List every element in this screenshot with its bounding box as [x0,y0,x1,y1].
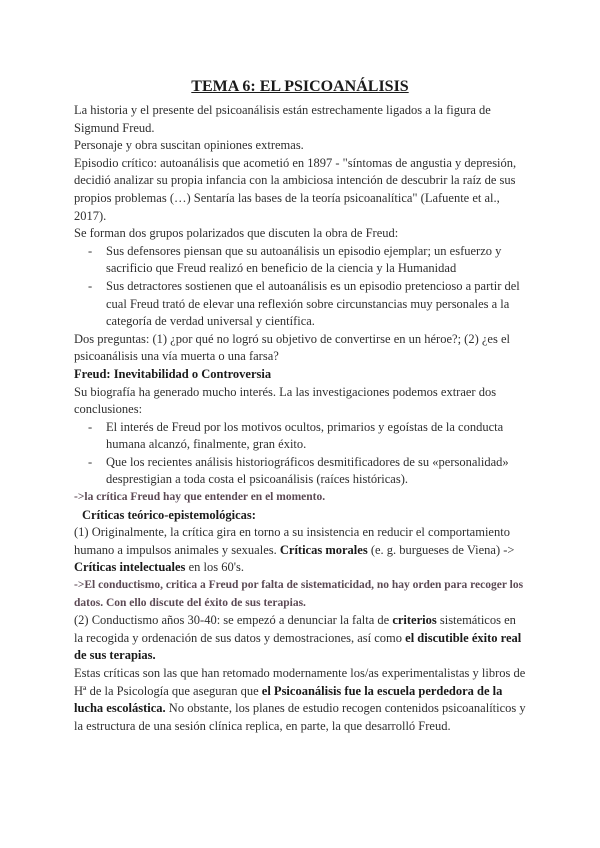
section-heading-freud: Freud: Inevitabilidad o Controversia [74,366,272,381]
list-item: - Que los recientes análisis historiográficos desmitificadores de su «personalidad» desprestigian a toda costa el psicoanálisis (raíces históricas). [74,454,526,489]
text-span: sistemáticos en la recogida y ordenación de sus datos y demostraciones, así como [74,613,516,645]
section1-paragraph: Su biografía ha generado mucho interés. La las investigaciones podemos extraer dos conclusiones: [74,384,497,417]
page-title: TEMA 6: EL PSICOANÁLISIS [191,78,409,95]
section2-paragraph-1 [74,524,526,577]
text-span: (1) Originalmente, la crítica gira en torno a su insistencia en reducir el comportamiento humano a impulsos animales y sexuales. [74,525,510,557]
text-span: (e. g. burgueses de Viena) -> [367,542,515,557]
intro-paragraph-5: Dos preguntas: (1) ¿por qué no logró su objetivo de convertirse en un héroe?; (2) ¿es el psicoanálisis una vía muerta o una farsa? [74,331,510,364]
text-span: (2) Conductismo años 30-40: se empezó a denunciar la falta de [74,613,393,628]
section2-paragraph-3 [74,665,526,735]
highlight-criterios: criterios [392,613,437,628]
list-item: - Sus defensores piensan que su autoanálisis un episodio ejemplar; un esfuerzo y sacrificio que Freud realizó en beneficio de la ciencia y la Humanidad [74,243,526,278]
section2-note: ->El conductismo, critica a Freud por falta de sistematicidad, no hay orden para recoger los datos. Con ello discute del éxito de sus terapias. [74,579,524,609]
section1-note: ->la crítica Freud hay que entender en el momento. [74,491,326,504]
intro-paragraph-2: Personaje y obra suscitan opiniones extremas. [74,138,304,153]
text-span: en los 60's. [185,560,244,575]
text-span: No obstante, los planes de estudio recogen contenidos psicoanalíticos y la estructura de una sesión clínica replica, en parte, la que desarrolló Freud. [74,701,526,733]
highlight-escuela-perdedora: el Psicoanálisis fue la escuela perdedora de la lucha escolástica. [74,683,503,716]
text-span: Estas críticas son las que han retomado modernamente los/as experimentalistas y libros de Hª de la Psicología que aseguran que [74,666,526,698]
section-heading-criticas: Críticas teórico-epistemológicas: [82,507,256,522]
highlight-criticas-morales: Críticas morales [279,542,368,557]
section1-bullet-list [74,419,526,489]
section2-paragraph-2 [74,612,526,665]
intro-paragraph-1: La historia y el presente del psicoanálisis están estrechamente ligados a la figura de Sigmund Freud. [74,103,491,135]
document-content [74,76,526,735]
intro-bullet-list [74,243,526,331]
intro-paragraph-3: Episodio crítico: autoanálisis que acometió en 1897 - "síntomas de angustia y depresión, decidió analizar su propia infancia con la ambiciosa intención de descubrir la raíz de sus propios problemas (…) Sentaría las bases de la teoría psicoanalítica" (Lafuente et al., 2017). [74,155,517,223]
list-item: - Sus detractores sostienen que el autoanálisis es un episodio pretencioso a partir del cual Freud trató de elevar una reflexión sobre circunstancias muy personales a la categoría de verdad universal y científica. [74,278,526,331]
intro-paragraph-4: Se forman dos grupos polarizados que discuten la obra de Freud: [74,226,399,241]
highlight-exito-terapias: el discutible éxito real de sus terapias. [74,630,522,663]
list-item: - El interés de Freud por los motivos ocultos, primarios y egoístas de la conducta humana alcanzó, finalmente, gran éxito. [74,419,526,454]
highlight-criticas-intelectuales: Críticas intelectuales [74,560,186,575]
